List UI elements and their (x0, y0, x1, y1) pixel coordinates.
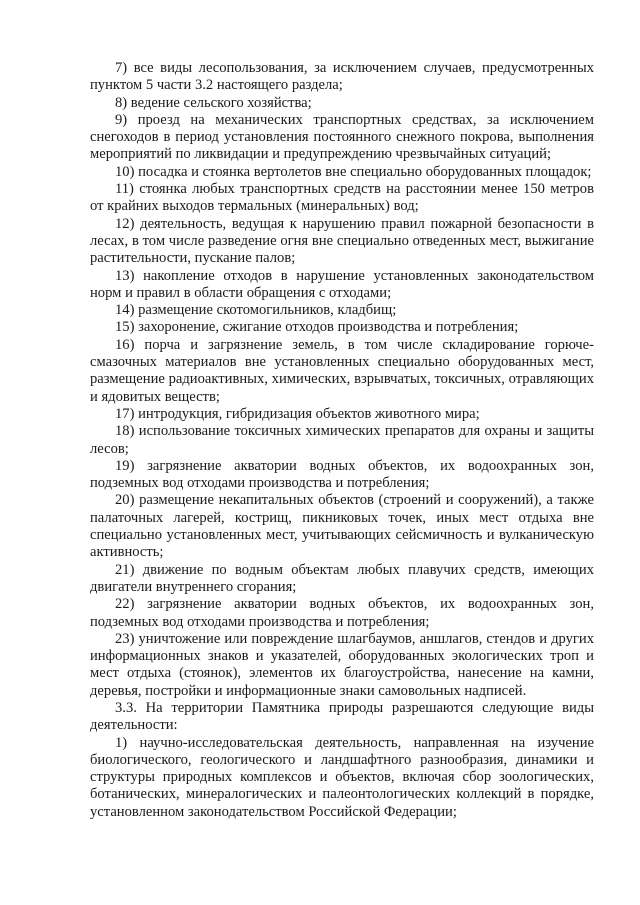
paragraph-item-21: 21) движение по водным объектам любых плавучих средств, имеющих двигатели внутреннего сгорания; (90, 561, 594, 595)
paragraph-item-9: 9) проезд на механических транспортных средствах, за исключением снегоходов в период установления постоянного снежного покрова, выполнения мероприятий по ликвидации и предупреждению чрезвычайных ситуаций; (90, 111, 594, 163)
paragraph-item-18: 18) использование токсичных химических препаратов для охраны и защиты лесов; (90, 423, 594, 457)
paragraph-item-14: 14) размещение скотомогильников, кладбищ; (115, 302, 397, 319)
paragraph-item-12: 12) деятельность, ведущая к нарушению правил пожарной безопасности в лесах, в том числе разведение огня вне специально отведенных мест, выжигание растительности, пускание палов; (90, 215, 594, 267)
paragraph-item-8: 8) ведение сельского хозяйства; (115, 94, 312, 111)
paragraph-item-16: 16) порча и загрязнение земель, в том числе складирование горюче-смазочных материалов вне установленных специально оборудованных мест, размещение радиоактивных, химических, взрывчатых, токсичных, отравляющих и ядовитых веществ; (90, 336, 594, 405)
paragraph-item-22: 22) загрязнение акватории водных объектов, их водоохранных зон, подземных вод отходами производства и потребления; (90, 596, 594, 630)
paragraph-item-20: 20) размещение некапитальных объектов (строений и сооружений), а также палаточных лагерей, кострищ, пикниковых точек, иных мест отдыха вне специально установленных мест, учитывающих сейсмичность и вулканическую активность; (90, 492, 594, 561)
document-body (90, 60, 594, 821)
paragraph-item-15: 15) захоронение, сжигание отходов производства и потребления; (115, 319, 519, 336)
paragraph-item-13: 13) накопление отходов в нарушение установленных законодательством норм и правил в области обращения с отходами; (90, 267, 594, 301)
paragraph-item-11: 11) стоянка любых транспортных средств на расстоянии менее 150 метров от крайних выходов термальных (минеральных) вод; (90, 181, 594, 215)
paragraph-item-19: 19) загрязнение акватории водных объектов, их водоохранных зон, подземных вод отходами производства и потребления; (90, 457, 594, 492)
paragraph-item-10: 10) посадка и стоянка вертолетов вне специально оборудованных площадок; (115, 163, 592, 180)
section-heading-3-3: 3.3. На территории Памятника природы разрешаются следующие виды деятельности: (90, 699, 594, 734)
paragraph-item-23: 23) уничтожение или повреждение шлагбаумов, аншлагов, стендов и других информационных знаков и указателей, оборудованных экологических троп и мест отдыха (стоянок), элементов их благоустройства, нанесение на камни, деревья, постройки и информационные знаки самовольных надписей. (90, 630, 594, 699)
paragraph-item-3-3-1: 1) научно-исследовательская деятельность, направленная на изучение биологического, геологического и ландшафтного разнообразия, динамики и структуры природных комплексов и объектов, включая сбор зоологических, ботанических, минералогических и палеонтологических коллекций в порядке, установленном законодательством Российской Федерации; (90, 734, 594, 820)
paragraph-item-7: 7) все виды лесопользования, за исключением случаев, предусмотренных пунктом 5 части 3.2 настоящего раздела; (90, 60, 594, 94)
paragraph-item-17: 17) интродукция, гибридизация объектов животного мира; (115, 405, 480, 422)
